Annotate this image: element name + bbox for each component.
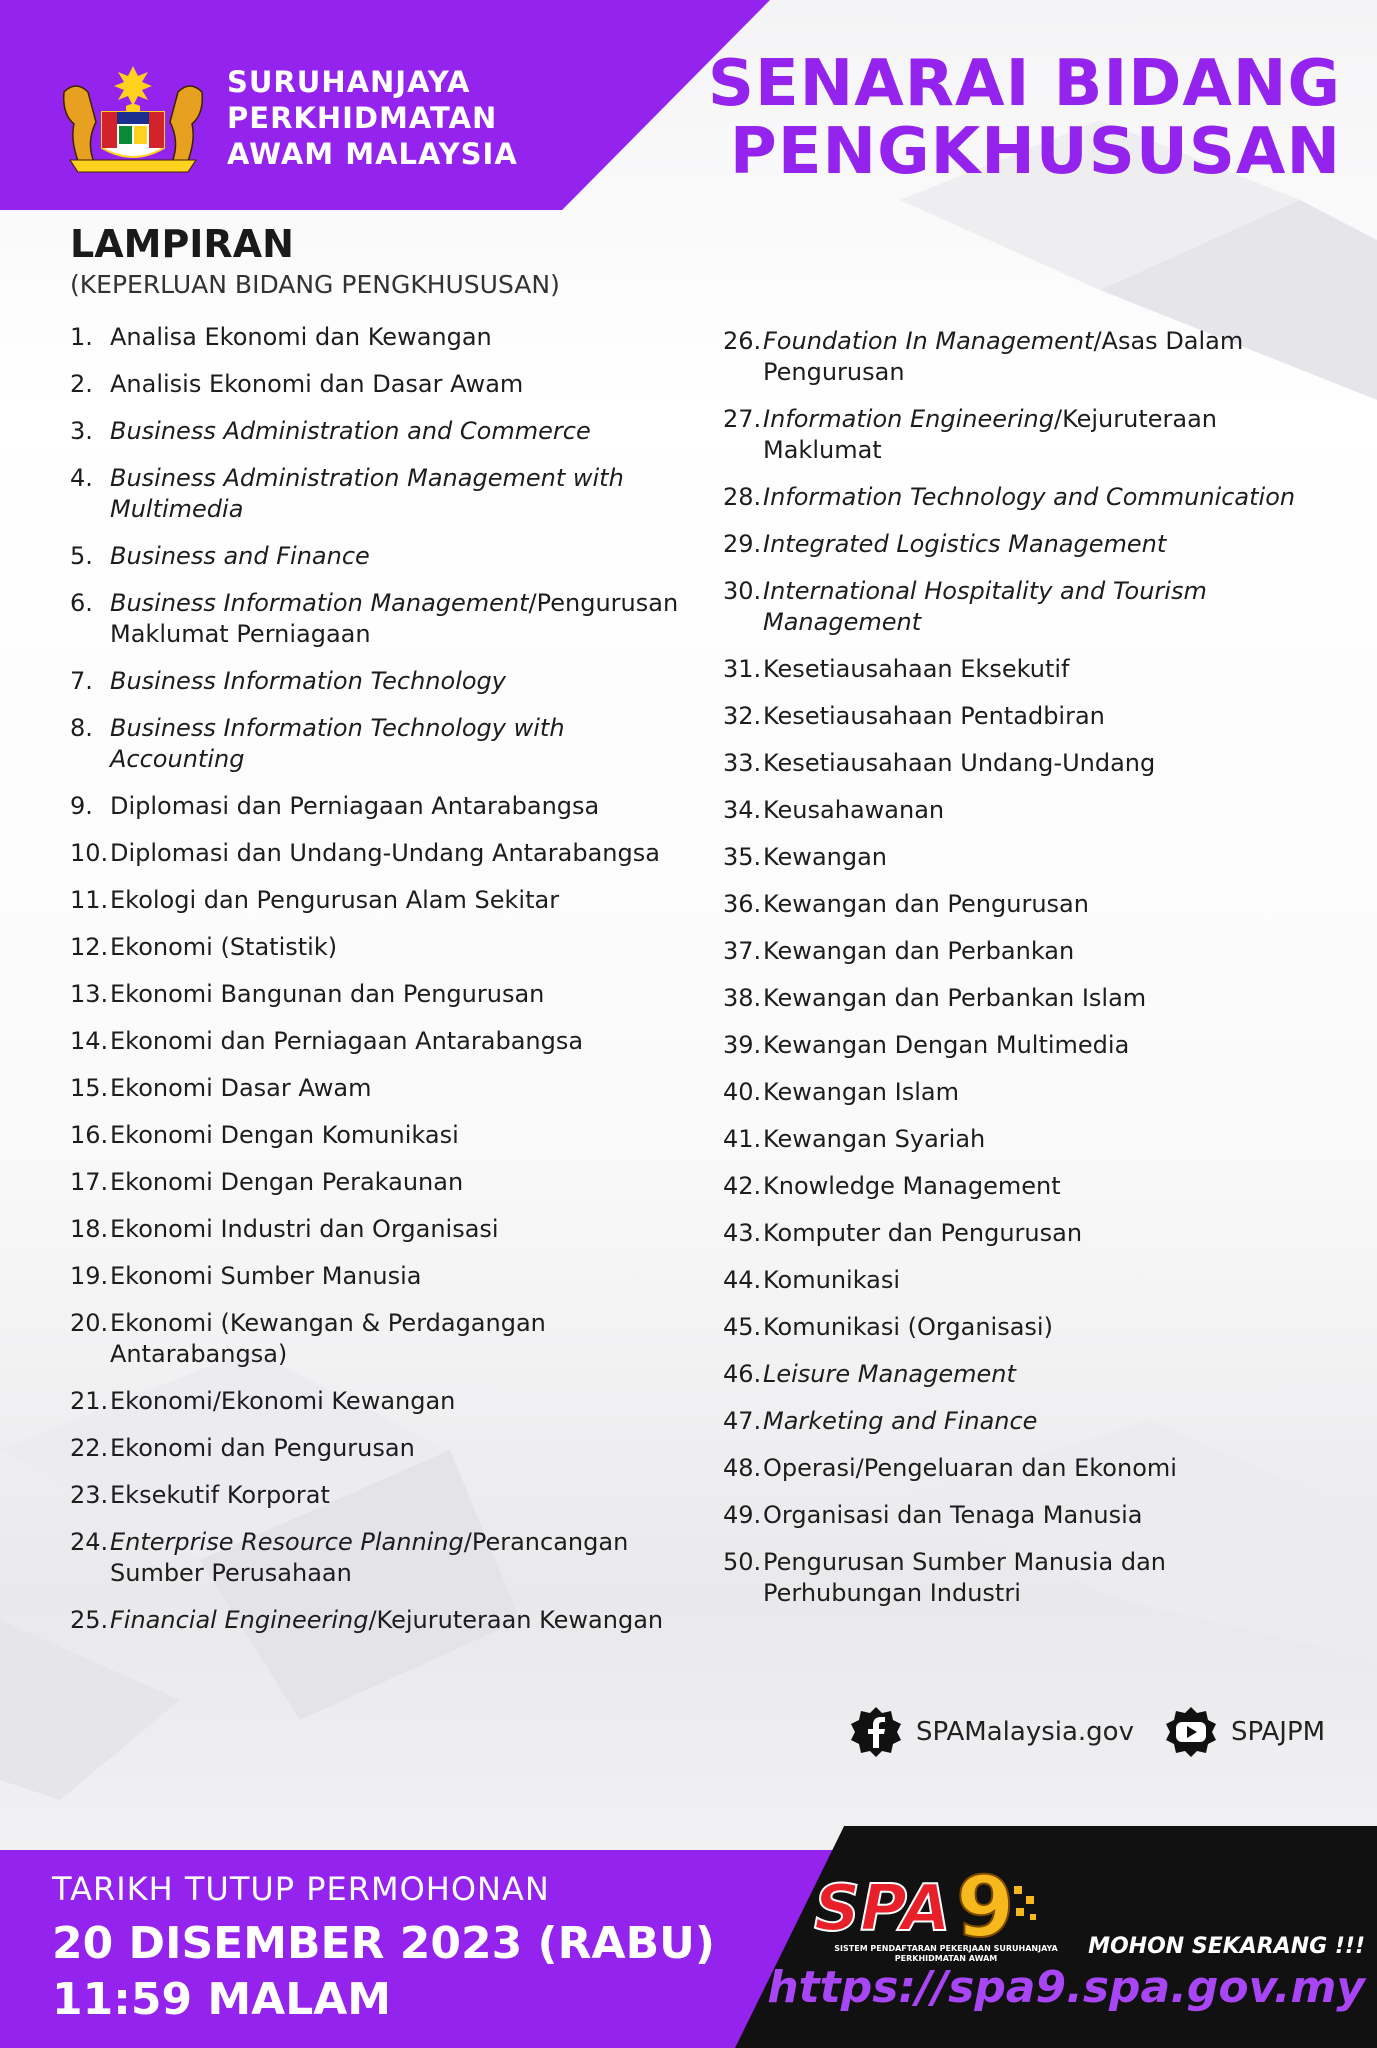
list-item-text-italic: Information Engineering xyxy=(763,405,1054,433)
list-item xyxy=(723,701,1329,732)
list-item-text xyxy=(763,842,1329,873)
list-item-text xyxy=(110,1261,680,1292)
list-item-text-part: Kesetiausahaan Pentadbiran xyxy=(763,702,1105,730)
list-item xyxy=(723,795,1329,826)
list-item-number: 30. xyxy=(723,577,762,605)
list-item-text-part: /Pengurusan Maklumat Perniagaan xyxy=(110,589,679,648)
list-item-number: 44. xyxy=(723,1266,762,1294)
list-item-number: 41. xyxy=(723,1125,762,1153)
list-item xyxy=(723,576,1329,638)
list-item xyxy=(70,838,680,869)
list-item xyxy=(723,1312,1329,1343)
list-item-text xyxy=(110,1433,680,1464)
list-item xyxy=(723,1171,1329,1202)
list-item-number: 10. xyxy=(70,839,109,867)
list-item-number: 15. xyxy=(70,1074,109,1102)
list-item-text-italic: Enterprise Resource Planning xyxy=(110,1528,464,1556)
list-item xyxy=(70,1308,680,1370)
list-item-text xyxy=(110,1605,680,1636)
list-item-number: 21. xyxy=(70,1387,109,1415)
list-item-text-part: Diplomasi dan Perniagaan Antarabangsa xyxy=(110,792,600,820)
list-item-text xyxy=(763,1453,1329,1484)
agency-name-line: PERKHIDMATAN xyxy=(227,101,498,135)
list-item xyxy=(723,1030,1329,1061)
list-item xyxy=(70,1120,680,1151)
list-item-text xyxy=(110,1527,680,1589)
list-item-text-part: Analisa Ekonomi dan Kewangan xyxy=(110,323,492,351)
list-item-text-part: Ekonomi dan Perniagaan Antarabangsa xyxy=(110,1027,584,1055)
list-item-text xyxy=(763,1077,1329,1108)
list-item-number: 35. xyxy=(723,843,762,871)
list-item xyxy=(70,666,680,697)
list-item xyxy=(723,482,1329,513)
list-item-text-part: Pengurusan Sumber Manusia dan Perhubungan Industri xyxy=(763,1548,1166,1607)
list-item xyxy=(723,654,1329,685)
list-item-text xyxy=(763,1500,1329,1531)
list-item-number: 8. xyxy=(70,714,93,742)
list-item-text-italic: Information Technology and Communication xyxy=(763,483,1296,511)
list-item-text xyxy=(110,932,680,963)
list-item-text-part: Operasi/Pengeluaran dan Ekonomi xyxy=(763,1454,1177,1482)
list-item-number: 6. xyxy=(70,589,93,617)
list-item-text xyxy=(763,404,1329,466)
list-item xyxy=(723,889,1329,920)
list-item-number: 16. xyxy=(70,1121,109,1149)
list-item-number: 43. xyxy=(723,1219,762,1247)
list-item-text-part: Diplomasi dan Undang-Undang Antarabangsa xyxy=(110,839,660,867)
list-item-number: 26. xyxy=(723,327,762,355)
list-item-text-italic: Marketing and Finance xyxy=(763,1407,1038,1435)
list-item-text-italic: Business Administration and Commerce xyxy=(110,417,591,445)
list-item-number: 9. xyxy=(70,792,93,820)
list-item-text-part: Analisis Ekonomi dan Dasar Awam xyxy=(110,370,524,398)
list-item xyxy=(70,885,680,916)
list-item-text-italic: Business Information Technology with Accounting xyxy=(110,714,565,773)
list-item-text-part: Keusahawanan xyxy=(763,796,945,824)
list-item-text-part: Ekonomi Bangunan dan Pengurusan xyxy=(110,980,545,1008)
page-title-line: SENARAI BIDANG xyxy=(707,47,1341,121)
list-item-text-part: Kesetiausahaan Undang-Undang xyxy=(763,749,1156,777)
list-item-number: 45. xyxy=(723,1313,762,1341)
apply-now-text: MOHON SEKARANG !!! xyxy=(1088,1934,1365,1959)
list-item-number: 39. xyxy=(723,1031,762,1059)
list-item-text xyxy=(763,654,1329,685)
page-title xyxy=(701,47,1341,189)
list-item xyxy=(70,369,680,400)
list-item-text xyxy=(763,529,1329,560)
list-item-text xyxy=(110,1026,680,1057)
list-item-text-part: Kewangan dan Perbankan Islam xyxy=(763,984,1147,1012)
list-item-text-part: Kewangan dan Pengurusan xyxy=(763,890,1089,918)
list-item xyxy=(70,416,680,447)
list-item-text-part: Ekonomi Industri dan Organisasi xyxy=(110,1215,499,1243)
youtube-icon xyxy=(1163,1704,1219,1760)
list-item-number: 24. xyxy=(70,1528,109,1556)
lampiran-subheading: (KEPERLUAN BIDANG PENGKHUSUSAN) xyxy=(70,270,560,299)
list-item-text-part: Ekonomi Dasar Awam xyxy=(110,1074,372,1102)
application-url-link[interactable]: https://spa9.spa.gov.my xyxy=(767,1962,1365,2013)
list-item xyxy=(723,1359,1329,1390)
agency-name-line: SURUHANJAYA xyxy=(227,65,471,99)
list-item xyxy=(723,842,1329,873)
list-item xyxy=(723,748,1329,779)
page-title-line: PENGKHUSUSAN xyxy=(729,115,1341,189)
list-item-text-italic: Business Administration Management with Multimedia xyxy=(110,464,624,523)
facebook-label: SPAMalaysia.gov xyxy=(916,1717,1134,1747)
list-item xyxy=(70,1261,680,1292)
list-item xyxy=(723,1265,1329,1296)
list-item-text xyxy=(110,666,680,697)
list-item-text-italic: Foundation In Management xyxy=(763,327,1094,355)
facebook-icon xyxy=(848,1704,904,1760)
list-item-text-italic: International Hospitality and Tourism Management xyxy=(763,577,1207,636)
list-item-text-italic: Integrated Logistics Management xyxy=(763,530,1167,558)
list-item-number: 48. xyxy=(723,1454,762,1482)
list-item xyxy=(70,1480,680,1511)
list-item-text xyxy=(110,838,680,869)
list-item-text-part: Ekonomi Dengan Perakaunan xyxy=(110,1168,464,1196)
list-item xyxy=(723,1124,1329,1155)
list-item-text-part: Ekologi dan Pengurusan Alam Sekitar xyxy=(110,886,560,914)
list-item-text-italic: Business Information Management xyxy=(110,589,529,617)
list-item-text-italic: Business Information Technology xyxy=(110,667,506,695)
svg-text:9: 9 xyxy=(956,1862,1015,1956)
list-item-number: 33. xyxy=(723,749,762,777)
list-item xyxy=(70,1605,680,1636)
list-item xyxy=(70,1026,680,1057)
deadline-label: TARIKH TUTUP PERMOHONAN xyxy=(52,1870,550,1908)
list-item xyxy=(723,1406,1329,1437)
list-item-text xyxy=(110,1167,680,1198)
list-item-number: 47. xyxy=(723,1407,762,1435)
list-item-text-italic: Financial Engineering xyxy=(110,1606,369,1634)
list-item xyxy=(70,322,680,353)
list-item-number: 28. xyxy=(723,483,762,511)
list-item-text xyxy=(110,322,680,353)
youtube-label: SPAJPM xyxy=(1231,1717,1326,1747)
list-item-text-italic: Leisure Management xyxy=(763,1360,1016,1388)
list-item xyxy=(723,1077,1329,1108)
list-item-text xyxy=(763,1547,1329,1609)
specialization-list-right xyxy=(723,326,1329,1625)
list-item-text xyxy=(763,1218,1329,1249)
list-item-number: 5. xyxy=(70,542,93,570)
list-item-text-part: Kesetiausahaan Eksekutif xyxy=(763,655,1070,683)
list-item xyxy=(723,404,1329,466)
list-item-number: 3. xyxy=(70,417,93,445)
list-item-number: 22. xyxy=(70,1434,109,1462)
list-item xyxy=(70,588,680,650)
list-item-text-part: Knowledge Management xyxy=(763,1172,1061,1200)
list-item xyxy=(70,932,680,963)
list-item-text-part: /Kejuruteraan Maklumat xyxy=(763,405,1218,464)
list-item-number: 25. xyxy=(70,1606,109,1634)
youtube-link[interactable] xyxy=(1163,1704,1325,1760)
list-item-text xyxy=(110,1214,680,1245)
list-item-text xyxy=(110,791,680,822)
list-item-number: 34. xyxy=(723,796,762,824)
list-item-text xyxy=(110,416,680,447)
list-item-number: 18. xyxy=(70,1215,109,1243)
list-item-text xyxy=(763,1171,1329,1202)
list-item-number: 38. xyxy=(723,984,762,1012)
list-item-text xyxy=(763,326,1329,388)
list-item-number: 12. xyxy=(70,933,109,961)
list-item-text-part: /Asas Dalam Pengurusan xyxy=(763,327,1244,386)
list-item-text-part: /Kejuruteraan Kewangan xyxy=(368,1606,664,1634)
list-item-text xyxy=(110,369,680,400)
list-item-text xyxy=(763,936,1329,967)
list-item xyxy=(723,1547,1329,1609)
list-item-text xyxy=(110,979,680,1010)
list-item-text-part: Kewangan Dengan Multimedia xyxy=(763,1031,1130,1059)
list-item-number: 19. xyxy=(70,1262,109,1290)
list-item-text-part: /Perancangan Sumber Perusahaan xyxy=(110,1528,629,1587)
list-item-text xyxy=(763,701,1329,732)
list-item-number: 13. xyxy=(70,980,109,1008)
list-item xyxy=(70,713,680,775)
list-item-text-part: Komputer dan Pengurusan xyxy=(763,1219,1083,1247)
list-item-text xyxy=(110,1386,680,1417)
list-item-number: 31. xyxy=(723,655,762,683)
list-item-number: 27. xyxy=(723,405,762,433)
list-item xyxy=(723,1453,1329,1484)
agency-name-line: AWAM MALAYSIA xyxy=(227,137,518,171)
list-item-text xyxy=(110,713,680,775)
list-item-text-part: Eksekutif Korporat xyxy=(110,1481,330,1509)
list-item-text xyxy=(763,1359,1329,1390)
list-item-text-part: Ekonomi/Ekonomi Kewangan xyxy=(110,1387,456,1415)
list-item-text xyxy=(763,1406,1329,1437)
list-item-text xyxy=(763,576,1329,638)
list-item-text-part: Ekonomi Dengan Komunikasi xyxy=(110,1121,459,1149)
list-item-number: 46. xyxy=(723,1360,762,1388)
list-item-number: 49. xyxy=(723,1501,762,1529)
list-item-number: 29. xyxy=(723,530,762,558)
list-item-text-part: Kewangan Islam xyxy=(763,1078,959,1106)
list-item-text-part: Ekonomi dan Pengurusan xyxy=(110,1434,415,1462)
list-item xyxy=(723,936,1329,967)
specialization-list-left xyxy=(70,322,680,1652)
list-item-text xyxy=(110,885,680,916)
list-item-text xyxy=(763,889,1329,920)
list-item-text-part: Kewangan dan Perbankan xyxy=(763,937,1075,965)
list-item-text xyxy=(110,463,680,525)
list-item-number: 11. xyxy=(70,886,109,914)
list-item-number: 50. xyxy=(723,1548,762,1576)
list-item xyxy=(70,791,680,822)
list-item-text xyxy=(763,1265,1329,1296)
list-item-text xyxy=(763,748,1329,779)
list-item xyxy=(70,1167,680,1198)
list-item-text-part: Kewangan xyxy=(763,843,888,871)
list-item-text-italic: Business and Finance xyxy=(110,542,370,570)
list-item-number: 4. xyxy=(70,464,93,492)
list-item xyxy=(723,529,1329,560)
list-item-text-part: Komunikasi (Organisasi) xyxy=(763,1313,1053,1341)
facebook-link[interactable] xyxy=(848,1704,1134,1760)
svg-text:SPA: SPA xyxy=(814,1872,951,1946)
list-item-number: 42. xyxy=(723,1172,762,1200)
list-item-text xyxy=(110,1120,680,1151)
list-item-text xyxy=(110,1308,680,1370)
agency-name xyxy=(227,64,518,172)
malaysia-coat-of-arms-icon xyxy=(56,62,210,174)
list-item-text xyxy=(763,482,1329,513)
list-item xyxy=(723,1500,1329,1531)
list-item-number: 7. xyxy=(70,667,93,695)
list-item-number: 23. xyxy=(70,1481,109,1509)
list-item-number: 14. xyxy=(70,1027,109,1055)
list-item-text-part: Komunikasi xyxy=(763,1266,901,1294)
list-item-text xyxy=(763,1030,1329,1061)
list-item xyxy=(70,1214,680,1245)
list-item xyxy=(70,463,680,525)
list-item-text xyxy=(763,983,1329,1014)
list-item-text-part: Kewangan Syariah xyxy=(763,1125,986,1153)
list-item xyxy=(723,983,1329,1014)
list-item-number: 20. xyxy=(70,1309,109,1337)
list-item xyxy=(70,1527,680,1589)
list-item-number: 17. xyxy=(70,1168,109,1196)
list-item-text xyxy=(763,1124,1329,1155)
list-item xyxy=(70,979,680,1010)
list-item-text xyxy=(110,588,680,650)
list-item-number: 1. xyxy=(70,323,93,351)
list-item-text-part: Ekonomi (Statistik) xyxy=(110,933,338,961)
list-item-text-part: Ekonomi Sumber Manusia xyxy=(110,1262,422,1290)
list-item-text-part: Organisasi dan Tenaga Manusia xyxy=(763,1501,1143,1529)
deadline-time: 11:59 MALAM xyxy=(52,1974,392,2025)
lampiran-heading: LAMPIRAN xyxy=(70,222,294,266)
list-item xyxy=(70,1433,680,1464)
list-item-text xyxy=(763,795,1329,826)
list-item xyxy=(723,326,1329,388)
list-item-number: 36. xyxy=(723,890,762,918)
list-item xyxy=(70,1386,680,1417)
list-item-number: 40. xyxy=(723,1078,762,1106)
list-item xyxy=(70,541,680,572)
deadline-date: 20 DISEMBER 2023 (RABU) xyxy=(52,1918,715,1969)
list-item-number: 37. xyxy=(723,937,762,965)
list-item-text xyxy=(763,1312,1329,1343)
list-item-text xyxy=(110,541,680,572)
spa9-logo-tagline: SISTEM PENDAFTARAN PEKERJAAN SURUHANJAYA PERKHIDMATAN AWAM xyxy=(834,1944,1058,1963)
list-item-text xyxy=(110,1073,680,1104)
list-item-text xyxy=(110,1480,680,1511)
list-item-number: 2. xyxy=(70,370,93,398)
list-item-number: 32. xyxy=(723,702,762,730)
list-item xyxy=(723,1218,1329,1249)
list-item-text-part: Ekonomi (Kewangan & Perdagangan Antarabangsa) xyxy=(110,1309,546,1368)
list-item xyxy=(70,1073,680,1104)
